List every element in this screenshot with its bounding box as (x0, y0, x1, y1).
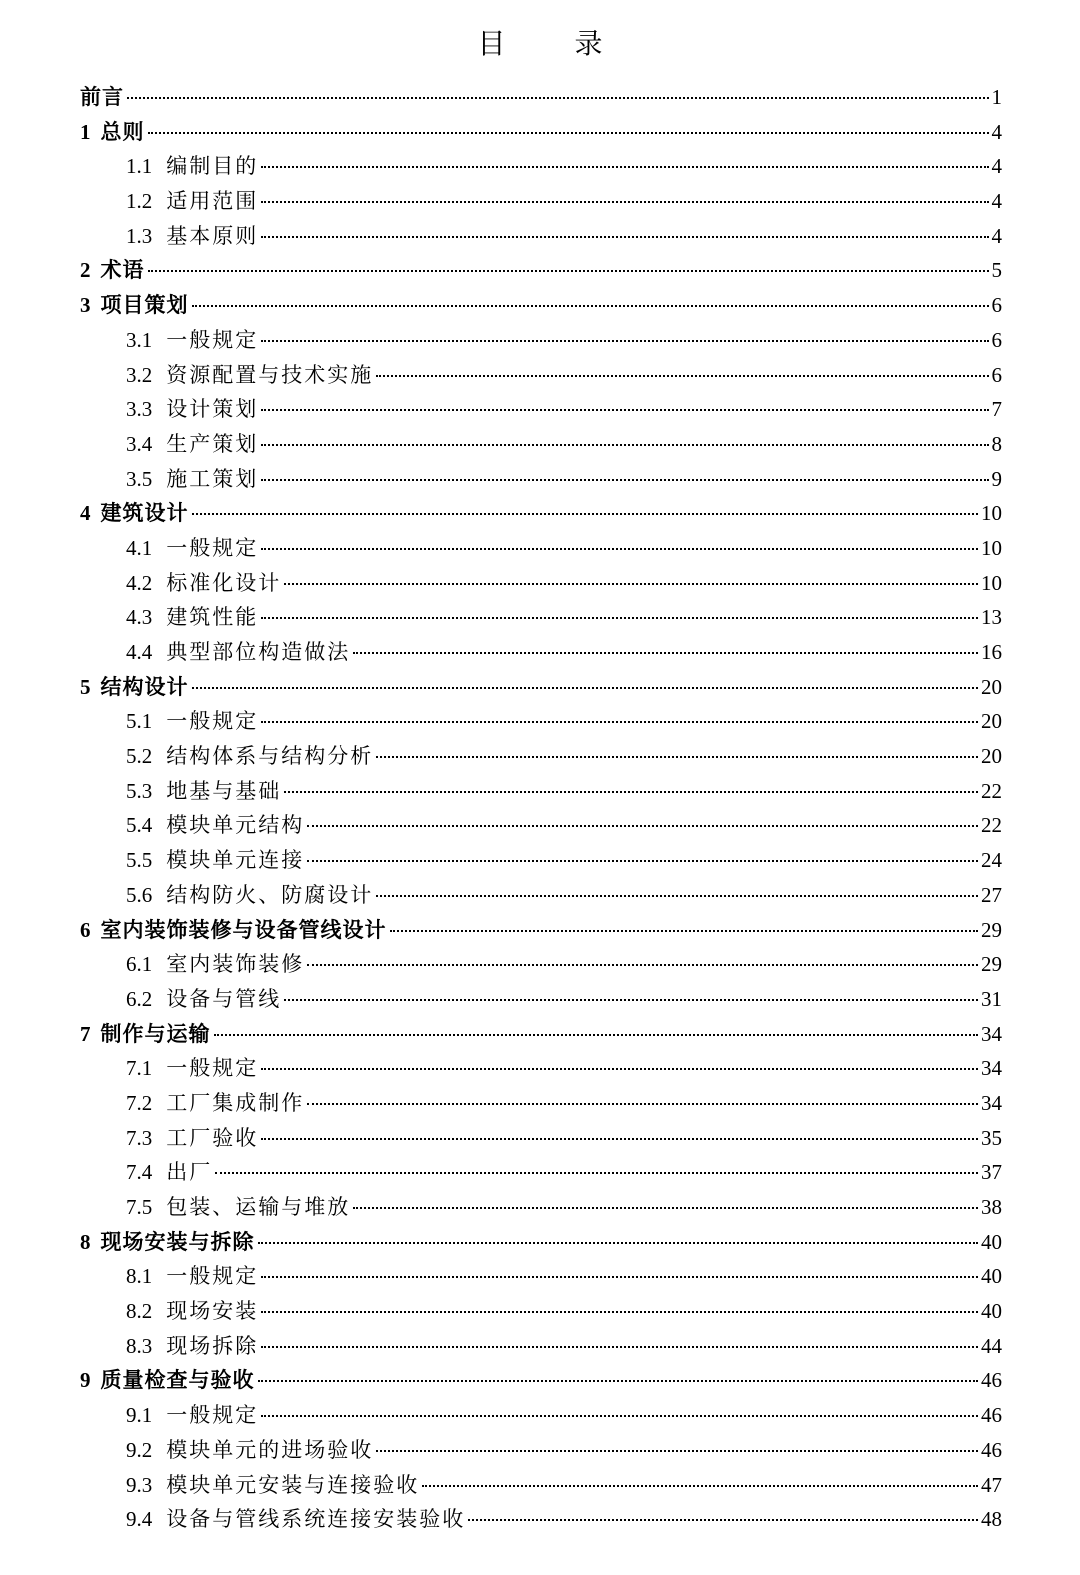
toc-chapter-entry[interactable] (80, 1017, 1002, 1052)
toc-entry-number: 4 (80, 501, 91, 526)
toc-entry-label (126, 566, 281, 601)
toc-entry-number: 8.3 (126, 1333, 153, 1358)
dot-leader (258, 1380, 979, 1382)
toc-entry-number: 8.1 (126, 1264, 153, 1289)
dot-leader (214, 1034, 979, 1036)
toc-entry-number: 6.2 (126, 986, 153, 1011)
toc-entry-number: 1.3 (126, 223, 153, 248)
toc-entry-number: 4.2 (126, 570, 153, 595)
toc-entry-page-number: 10 (981, 570, 1002, 595)
toc-entry-title: 工厂验收 (166, 1125, 259, 1150)
toc-entry-number: 1.1 (126, 154, 153, 179)
toc-entry-page-number: 4 (991, 223, 1002, 248)
toc-entry-title: 模块单元的进场验收 (166, 1437, 374, 1462)
toc-section-entry[interactable] (80, 427, 1002, 462)
toc-entry-number: 5.2 (126, 744, 153, 769)
toc-entry-title: 包装、运输与堆放 (166, 1195, 351, 1219)
dot-leader (192, 687, 979, 689)
toc-entry-label (126, 947, 304, 982)
dot-leader (261, 721, 978, 723)
toc-section-entry[interactable] (80, 947, 1002, 982)
toc-entry-page-number: 40 (981, 1229, 1002, 1254)
toc-entry-title: 标准化设计 (166, 570, 282, 595)
dot-leader (261, 444, 988, 446)
dot-leader (261, 617, 978, 619)
toc-section-entry[interactable] (80, 566, 1002, 601)
toc-entry-number: 5.6 (126, 882, 153, 907)
dot-leader (284, 999, 978, 1001)
toc-entry-label (80, 1363, 255, 1398)
toc-section-entry[interactable] (80, 1190, 1002, 1225)
toc-entry-label (126, 149, 258, 184)
toc-section-entry[interactable] (80, 1051, 1002, 1086)
toc-entry-label (80, 115, 145, 150)
dot-leader (148, 132, 989, 134)
toc-chapter-entry[interactable] (80, 115, 1002, 150)
toc-entry-label (126, 600, 258, 635)
toc-entry-label (80, 1017, 211, 1052)
toc-entry-page-number: 20 (981, 709, 1002, 734)
toc-entry-page-number: 46 (981, 1368, 1002, 1393)
toc-entry-number: 8.2 (126, 1299, 153, 1324)
toc-entry-label (126, 1051, 258, 1086)
toc-entry-title: 典型部位构造做法 (166, 640, 351, 664)
toc-chapter-entry[interactable] (80, 670, 1002, 705)
toc-entry-page-number: 9 (991, 466, 1002, 491)
toc-entry-label (126, 184, 258, 219)
toc-entry-label (126, 878, 373, 913)
toc-section-entry[interactable] (80, 635, 1002, 670)
toc-chapter-entry[interactable] (80, 496, 1002, 531)
toc-entry-page-number: 40 (981, 1264, 1002, 1289)
dot-leader (148, 270, 989, 272)
toc-entry-title: 建筑性能 (166, 605, 259, 630)
toc-entry-title: 总则 (100, 118, 145, 144)
toc-entry-number: 5.1 (126, 709, 153, 734)
toc-entry-page-number: 46 (981, 1437, 1002, 1462)
toc-section-entry[interactable] (80, 392, 1002, 427)
toc-entry-title: 前言 (80, 84, 124, 109)
toc-entry-title: 模块单元结构 (166, 813, 305, 838)
toc-entry-label (126, 739, 373, 774)
toc-section-entry[interactable] (80, 1468, 1002, 1503)
toc-entry-page-number: 46 (981, 1403, 1002, 1428)
toc-entry-page-number: 1 (991, 85, 1002, 109)
toc-entry-label (126, 1398, 258, 1433)
dot-leader (261, 201, 988, 203)
toc-section-entry[interactable] (80, 531, 1002, 566)
toc-entry-page-number: 22 (981, 778, 1002, 803)
toc-entry-number: 4.4 (126, 640, 153, 664)
page-title: 目 录 (477, 27, 633, 60)
toc-entry-label (126, 1121, 258, 1156)
toc-chapter-entry[interactable] (80, 288, 1002, 323)
dot-leader (261, 1311, 978, 1313)
dot-leader (261, 1276, 978, 1278)
toc-entry-title: 资源配置与技术实施 (166, 362, 374, 387)
toc-entry-number: 7.1 (126, 1056, 153, 1081)
toc-section-entry[interactable] (80, 843, 1002, 878)
toc-entry-label (80, 670, 189, 705)
toc-entry-label (126, 1468, 419, 1503)
toc-entry-label (126, 808, 304, 843)
toc-entry-title: 一般规定 (166, 1264, 259, 1289)
toc-entry-title: 室内装饰装修与设备管线设计 (100, 916, 387, 942)
dot-leader (307, 964, 978, 966)
toc-section-entry[interactable] (80, 149, 1002, 184)
toc-entry-label (126, 982, 281, 1017)
toc-entry-label (126, 1086, 304, 1121)
dot-leader (261, 1415, 978, 1417)
toc-entry-page-number: 48 (981, 1507, 1002, 1532)
toc-entry-label (126, 427, 258, 462)
dot-leader (261, 479, 988, 481)
toc-entry-number: 3.5 (126, 466, 153, 491)
toc-chapter-entry[interactable] (80, 1225, 1002, 1260)
toc-entry-number: 5.3 (126, 778, 153, 803)
toc-section-entry[interactable] (80, 808, 1002, 843)
toc-entry-label (126, 1190, 350, 1225)
toc-section-entry[interactable] (80, 323, 1002, 358)
toc-section-entry[interactable] (80, 1329, 1002, 1364)
toc-entry-number: 9 (80, 1368, 91, 1393)
toc-entry-label (126, 392, 258, 427)
toc-entry-title: 一般规定 (166, 1403, 259, 1428)
dot-leader (353, 652, 978, 654)
toc-chapter-entry[interactable] (80, 80, 1002, 115)
table-of-contents (80, 80, 1002, 1537)
dot-leader (192, 305, 989, 307)
dot-leader (390, 930, 979, 932)
dot-leader (261, 236, 988, 238)
toc-entry-page-number: 4 (991, 154, 1002, 179)
toc-entry-title: 结构设计 (100, 673, 189, 699)
toc-entry-page-number: 13 (981, 605, 1002, 630)
toc-entry-title: 一般规定 (166, 535, 259, 560)
toc-section-entry[interactable] (80, 982, 1002, 1017)
dot-leader (127, 97, 989, 99)
toc-section-entry[interactable] (80, 1121, 1002, 1156)
toc-entry-page-number: 4 (991, 119, 1002, 144)
toc-section-entry[interactable] (80, 878, 1002, 913)
toc-entry-page-number: 24 (981, 848, 1002, 873)
toc-entry-title: 设备与管线 (166, 986, 282, 1011)
toc-entry-page-number: 38 (981, 1195, 1002, 1219)
toc-entry-page-number: 7 (991, 397, 1002, 422)
toc-entry-page-number: 29 (981, 917, 1002, 942)
toc-entry-page-number: 40 (981, 1299, 1002, 1324)
toc-entry-number: 6 (80, 917, 91, 942)
toc-entry-label (126, 462, 258, 497)
toc-entry-label (126, 1329, 258, 1364)
toc-entry-page-number: 6 (991, 327, 1002, 352)
toc-entry-number: 5 (80, 674, 91, 699)
toc-entry-number: 8 (80, 1229, 91, 1254)
toc-entry-label (126, 1259, 258, 1294)
toc-entry-title: 模块单元安装与连接验收 (166, 1472, 420, 1497)
toc-entry-label (126, 358, 373, 393)
toc-entry-page-number: 20 (981, 674, 1002, 699)
toc-section-entry[interactable] (80, 1502, 1002, 1537)
dot-leader (307, 1103, 978, 1105)
toc-entry-page-number: 34 (981, 1090, 1002, 1115)
toc-chapter-entry[interactable] (80, 913, 1002, 948)
toc-chapter-entry[interactable] (80, 253, 1002, 288)
dot-leader (215, 1172, 978, 1174)
toc-entry-title: 模块单元连接 (166, 848, 305, 873)
toc-section-entry[interactable] (80, 1398, 1002, 1433)
toc-entry-title: 一般规定 (166, 709, 259, 734)
toc-entry-number: 7.2 (126, 1090, 153, 1115)
toc-entry-title: 基本原则 (166, 223, 259, 248)
toc-chapter-entry[interactable] (80, 1363, 1002, 1398)
toc-entry-label (126, 704, 258, 739)
toc-entry-page-number: 34 (981, 1056, 1002, 1081)
dot-leader (261, 166, 988, 168)
dot-leader (261, 1068, 978, 1070)
toc-entry-page-number: 31 (981, 986, 1002, 1011)
dot-leader (376, 756, 978, 758)
toc-entry-label (126, 843, 304, 878)
toc-entry-title: 项目策划 (100, 292, 189, 318)
toc-entry-title: 工厂集成制作 (166, 1090, 305, 1115)
toc-entry-title: 设计策划 (166, 397, 259, 422)
dot-leader (376, 1450, 978, 1452)
dot-leader (192, 513, 979, 515)
dot-leader (284, 791, 978, 793)
toc-entry-number: 9.1 (126, 1403, 153, 1428)
toc-section-entry[interactable] (80, 1294, 1002, 1329)
toc-entry-page-number: 10 (981, 501, 1002, 526)
dot-leader (422, 1485, 978, 1487)
toc-section-entry[interactable] (80, 219, 1002, 254)
toc-section-entry[interactable] (80, 462, 1002, 497)
toc-section-entry[interactable] (80, 358, 1002, 393)
toc-entry-number: 5.5 (126, 848, 153, 873)
toc-entry-page-number: 29 (981, 952, 1002, 977)
toc-entry-number: 3.3 (126, 397, 153, 422)
toc-entry-title: 结构体系与结构分析 (166, 744, 374, 769)
toc-entry-page-number: 6 (991, 293, 1002, 318)
toc-entry-number: 2 (80, 258, 91, 283)
toc-entry-label (126, 635, 350, 670)
dot-leader (307, 860, 978, 862)
toc-entry-title: 编制目的 (166, 154, 259, 179)
toc-entry-title: 一般规定 (166, 1056, 259, 1081)
toc-entry-page-number: 8 (991, 431, 1002, 456)
toc-entry-number: 1 (80, 119, 91, 144)
toc-entry-number: 3 (80, 293, 91, 318)
toc-entry-title: 生产策划 (166, 431, 259, 456)
toc-entry-label (126, 1433, 373, 1468)
toc-entry-page-number: 16 (981, 640, 1002, 664)
toc-entry-title: 质量检查与验收 (100, 1367, 255, 1393)
toc-entry-label (126, 1502, 465, 1537)
toc-entry-label (126, 1294, 258, 1329)
toc-entry-number: 5.4 (126, 813, 153, 838)
toc-entry-number: 9.2 (126, 1437, 153, 1462)
toc-entry-page-number: 34 (981, 1021, 1002, 1046)
toc-section-entry[interactable] (80, 184, 1002, 219)
toc-entry-title: 现场安装与拆除 (100, 1228, 255, 1254)
toc-entry-label (80, 496, 189, 531)
toc-entry-page-number: 5 (991, 258, 1002, 283)
toc-section-entry[interactable] (80, 1086, 1002, 1121)
toc-entry-label (126, 323, 258, 358)
dot-leader (307, 825, 978, 827)
toc-section-entry[interactable] (80, 704, 1002, 739)
toc-entry-page-number: 22 (981, 813, 1002, 838)
toc-entry-page-number: 44 (981, 1333, 1002, 1358)
toc-entry-label (80, 913, 387, 948)
dot-leader (376, 895, 978, 897)
toc-entry-label (80, 288, 189, 323)
dot-leader (261, 340, 988, 342)
toc-entry-number: 7 (80, 1021, 91, 1046)
toc-entry-number: 9.3 (126, 1472, 153, 1497)
toc-entry-label (126, 1155, 212, 1190)
toc-entry-label (126, 774, 281, 809)
toc-section-entry[interactable] (80, 1433, 1002, 1468)
toc-entry-page-number: 47 (981, 1472, 1002, 1497)
toc-entry-title: 适用范围 (166, 189, 259, 214)
toc-entry-page-number: 20 (981, 744, 1002, 769)
dot-leader (468, 1519, 978, 1521)
toc-entry-title: 出厂 (166, 1160, 213, 1185)
toc-entry-label (80, 1225, 255, 1260)
toc-entry-number: 4.1 (126, 535, 153, 560)
toc-entry-number: 3.4 (126, 431, 153, 456)
toc-entry-label (126, 219, 258, 254)
toc-entry-title: 施工策划 (166, 466, 259, 491)
toc-entry-number: 1.2 (126, 189, 153, 214)
toc-entry-number: 7.3 (126, 1125, 153, 1150)
toc-entry-label (80, 253, 145, 288)
toc-entry-number: 3.2 (126, 362, 153, 387)
toc-entry-title: 术语 (100, 257, 145, 283)
toc-entry-title: 建筑设计 (100, 500, 189, 526)
dot-leader (261, 409, 988, 411)
dot-leader (376, 375, 988, 377)
toc-section-entry[interactable] (80, 1155, 1002, 1190)
toc-section-entry[interactable] (80, 774, 1002, 809)
toc-section-entry[interactable] (80, 739, 1002, 774)
toc-entry-page-number: 37 (981, 1160, 1002, 1185)
toc-section-entry[interactable] (80, 1259, 1002, 1294)
toc-entry-title: 现场拆除 (166, 1333, 259, 1358)
toc-entry-page-number: 27 (981, 882, 1002, 907)
toc-entry-number: 6.1 (126, 952, 153, 977)
toc-entry-page-number: 35 (981, 1125, 1002, 1150)
toc-entry-number: 3.1 (126, 327, 153, 352)
dot-leader (258, 1242, 979, 1244)
dot-leader (261, 1138, 978, 1140)
toc-entry-page-number: 6 (991, 362, 1002, 387)
dot-leader (284, 583, 978, 585)
toc-entry-number: 7.5 (126, 1195, 153, 1219)
dot-leader (353, 1207, 978, 1209)
dot-leader (261, 1346, 978, 1348)
toc-entry-title: 地基与基础 (166, 778, 282, 803)
toc-entry-page-number: 10 (981, 535, 1002, 560)
toc-entry-number: 7.4 (126, 1160, 153, 1185)
toc-entry-title: 结构防火、防腐设计 (166, 882, 374, 907)
dot-leader (261, 548, 978, 550)
toc-entry-label (80, 80, 124, 115)
toc-entry-title: 一般规定 (166, 327, 259, 352)
toc-entry-title: 制作与运输 (100, 1020, 211, 1046)
toc-entry-title: 设备与管线系统连接安装验收 (166, 1507, 466, 1532)
toc-entry-title: 室内装饰装修 (166, 952, 305, 977)
toc-entry-title: 现场安装 (166, 1299, 259, 1324)
toc-entry-number: 4.3 (126, 605, 153, 630)
toc-section-entry[interactable] (80, 600, 1002, 635)
toc-entry-number: 9.4 (126, 1507, 153, 1532)
toc-entry-label (126, 531, 258, 566)
toc-entry-page-number: 4 (991, 189, 1002, 214)
